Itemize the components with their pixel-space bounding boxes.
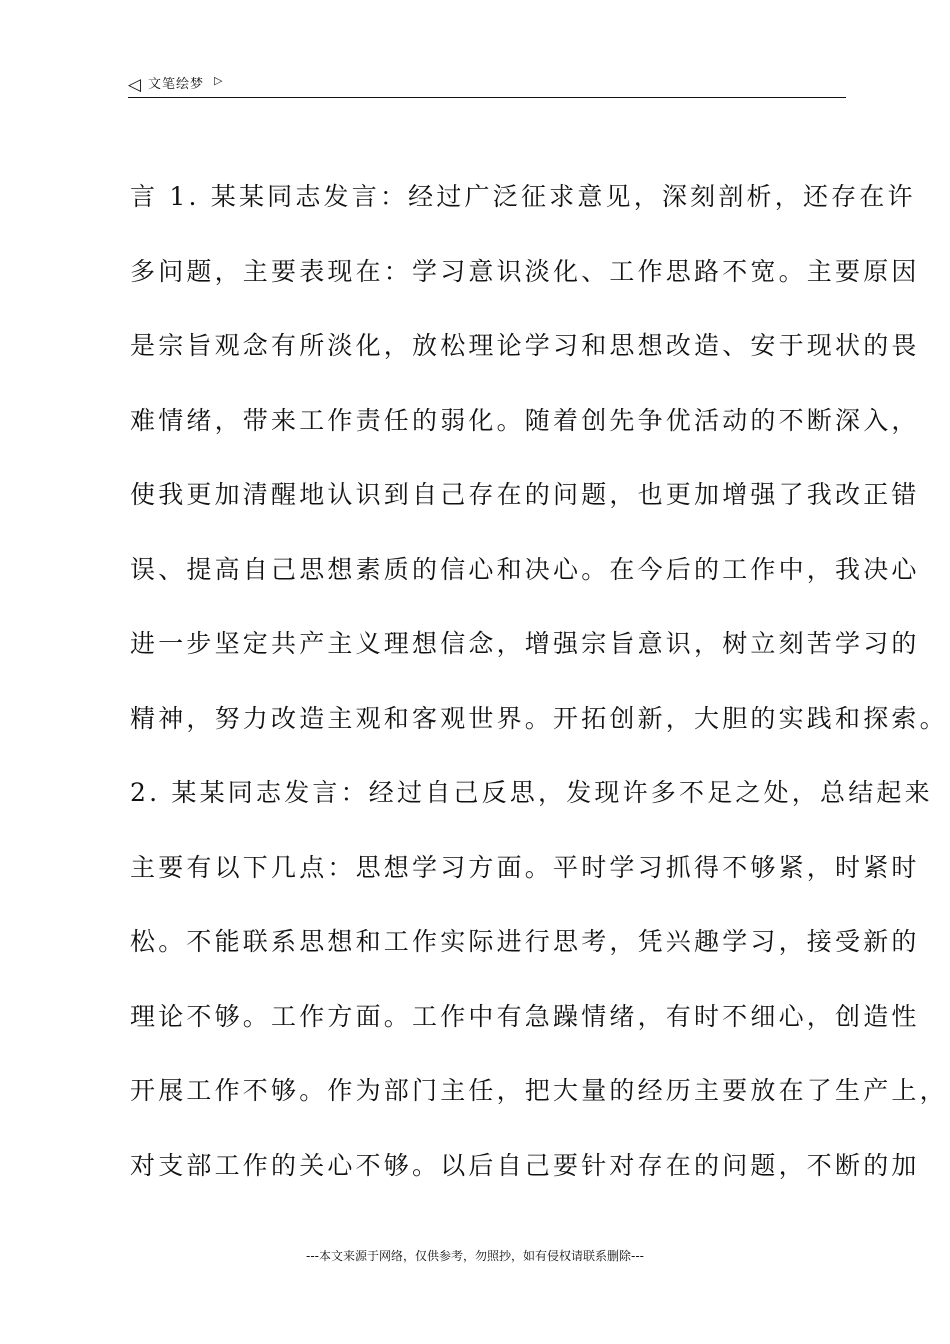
- text-line: 使我更加清醒地认识到自己存在的问题，也更加增强了我改正错: [130, 480, 920, 509]
- text-line: 进一步坚定共产主义理想信念，增强宗旨意识，树立刻苦学习的: [130, 629, 920, 658]
- left-triangle-icon: ◁: [128, 75, 142, 95]
- document-body: [130, 178, 948, 1221]
- text-line: 精神，努力改造主观和客观世界。开拓创新，大胆的实践和探索。: [130, 703, 948, 733]
- text-line: 主要有以下几点：思想学习方面。平时学习抓得不够紧，时紧时: [130, 852, 920, 882]
- text-line: 2. 某某同志发言：经过自己反思，发现许多不足之处，总结起来: [130, 778, 933, 807]
- page-header: [128, 74, 846, 98]
- text-line: 开展工作不够。作为部门主任，把大量的经历主要放在了生产上，: [130, 1076, 948, 1105]
- header-title: 文笔绘梦: [148, 77, 205, 92]
- text-line: 对支部工作的关心不够。以后自己要针对存在的问题，不断的加: [130, 1150, 920, 1180]
- right-triangle-icon: ▷: [214, 74, 223, 87]
- text-line: 理论不够。工作方面。工作中有急躁情绪，有时不细心，创造性: [130, 1001, 920, 1031]
- text-line: 是宗旨观念有所淡化，放松理论学习和思想改造、安于现状的畏: [130, 331, 920, 360]
- text-line: 多问题，主要表现在：学习意识淡化、工作思路不宽。主要原因: [130, 256, 920, 286]
- text-line: 误、提高自己思想素质的信心和决心。在今后的工作中，我决心: [130, 554, 920, 584]
- text-line: 难情绪，带来工作责任的弱化。随着创先争优活动的不断深入，: [130, 405, 920, 435]
- text-line: 松。不能联系思想和工作实际进行思考，凭兴趣学习，接受新的: [130, 927, 920, 956]
- footer-disclaimer: ---本文来源于网络，仅供参考，勿照抄，如有侵权请联系删除---: [306, 1249, 644, 1263]
- text-line: 言 1. 某某同志发言：经过广泛征求意见，深刻剖析，还存在许: [130, 182, 916, 211]
